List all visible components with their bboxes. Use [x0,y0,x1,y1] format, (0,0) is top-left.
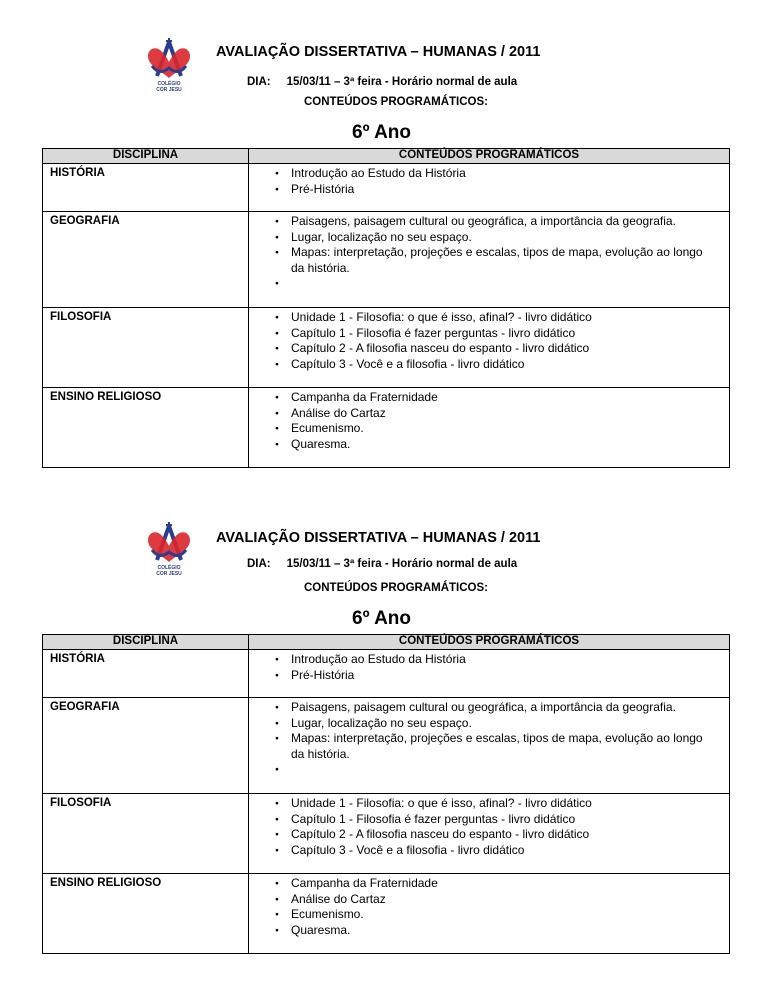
list-item: ● Quaresma. [291,923,729,939]
list-item: ● Lugar, localização no seu espaço. [291,230,729,246]
table-row [43,388,730,468]
date-value: 15/03/11 – 3ª feira - Horário normal de aula [286,76,518,88]
list-item: ● Capítulo 2 - A filosofia nasceu do espanto - livro didático [291,827,729,843]
contents-table [42,148,730,468]
list-item: ● Mapas: interpretação, projeções e escalas, tipos de mapa, evolução ao longo da história. [291,245,729,276]
table-row [43,794,730,874]
topics-cell [249,874,730,954]
list-item: ● Lugar, localização no seu espaço. [291,716,729,732]
subject-cell: ENSINO RELIGIOSO [43,874,249,954]
list-item: ● Introdução ao Estudo da História [291,166,729,182]
table-row [43,650,730,698]
date-value: 15/03/11 – 3ª feira - Horário normal de aula [286,558,518,570]
topics-cell [249,308,730,388]
column-header-conteudos: CONTEÚDOS PROGRAMÁTICOS [249,149,730,164]
list-item: ● Ecumenismo. [291,907,729,923]
date-line [247,558,517,570]
svg-text:COR JESU: COR JESU [156,571,182,576]
list-item: ● Capítulo 3 - Você e a filosofia - livro didático [291,843,729,859]
school-logo [140,36,198,92]
topics-cell [249,794,730,874]
list-item: ● Capítulo 2 - A filosofia nasceu do espanto - livro didático [291,341,729,357]
svg-text:COR JESU: COR JESU [156,87,182,92]
table-row [43,164,730,212]
list-item [291,762,729,778]
topics-cell [249,212,730,308]
contents-table [42,634,730,954]
subject-cell: GEOGRAFIA [43,698,249,794]
grade-heading: 6º Ano [352,122,412,143]
contents-heading: CONTEÚDOS PROGRAMÁTICOS: [304,582,488,594]
column-header-conteudos: CONTEÚDOS PROGRAMÁTICOS [249,635,730,650]
school-logo [140,520,198,576]
topics-cell [249,650,730,698]
date-label: DIA: [247,558,271,570]
list-item: ● Análise do Cartaz [291,406,729,422]
subject-cell: FILOSOFIA [43,308,249,388]
list-item: ● Campanha da Fraternidade [291,876,729,892]
subject-cell: FILOSOFIA [43,794,249,874]
list-item: ● Pré-História [291,182,729,198]
date-label: DIA: [247,76,271,88]
list-item: ● Análise do Cartaz [291,892,729,908]
contents-heading: CONTEÚDOS PROGRAMÁTICOS: [304,96,488,108]
list-item: ● Pré-História [291,668,729,684]
list-item [291,276,729,292]
subject-cell: HISTÓRIA [43,164,249,212]
topics-cell [249,698,730,794]
evaluation-title: AVALIAÇÃO DISSERTATIVA – HUMANAS / 2011 [216,530,541,546]
list-item: ● Unidade 1 - Filosofia: o que é isso, afinal? - livro didático [291,796,729,812]
topics-cell [249,388,730,468]
list-item: ● Campanha da Fraternidade [291,390,729,406]
column-header-disciplina: DISCIPLINA [43,149,249,164]
subject-cell: HISTÓRIA [43,650,249,698]
list-item: ● Quaresma. [291,437,729,453]
table-row [43,308,730,388]
date-line [247,76,517,88]
grade-heading: 6º Ano [352,608,412,629]
list-item: ● Capítulo 3 - Você e a filosofia - livro didático [291,357,729,373]
list-item: ● Capítulo 1 - Filosofia é fazer perguntas - livro didático [291,812,729,828]
svg-text:COLÉGIO: COLÉGIO [157,565,181,571]
table-header-row [43,149,730,164]
subject-cell: GEOGRAFIA [43,212,249,308]
column-header-disciplina: DISCIPLINA [43,635,249,650]
svg-text:COLÉGIO: COLÉGIO [157,81,181,87]
table-row [43,212,730,308]
list-item: ● Ecumenismo. [291,421,729,437]
topics-cell [249,164,730,212]
table-row [43,874,730,954]
list-item: ● Unidade 1 - Filosofia: o que é isso, afinal? - livro didático [291,310,729,326]
list-item: ● Paisagens, paisagem cultural ou geográfica, a importância da geografia. [291,214,729,230]
list-item: ● Paisagens, paisagem cultural ou geográfica, a importância da geografia. [291,700,729,716]
list-item: ● Introdução ao Estudo da História [291,652,729,668]
list-item: ● Capítulo 1 - Filosofia é fazer perguntas - livro didático [291,326,729,342]
list-item: ● Mapas: interpretação, projeções e escalas, tipos de mapa, evolução ao longo da história. [291,731,729,762]
evaluation-title: AVALIAÇÃO DISSERTATIVA – HUMANAS / 2011 [216,44,541,60]
table-row [43,698,730,794]
subject-cell: ENSINO RELIGIOSO [43,388,249,468]
table-header-row [43,635,730,650]
